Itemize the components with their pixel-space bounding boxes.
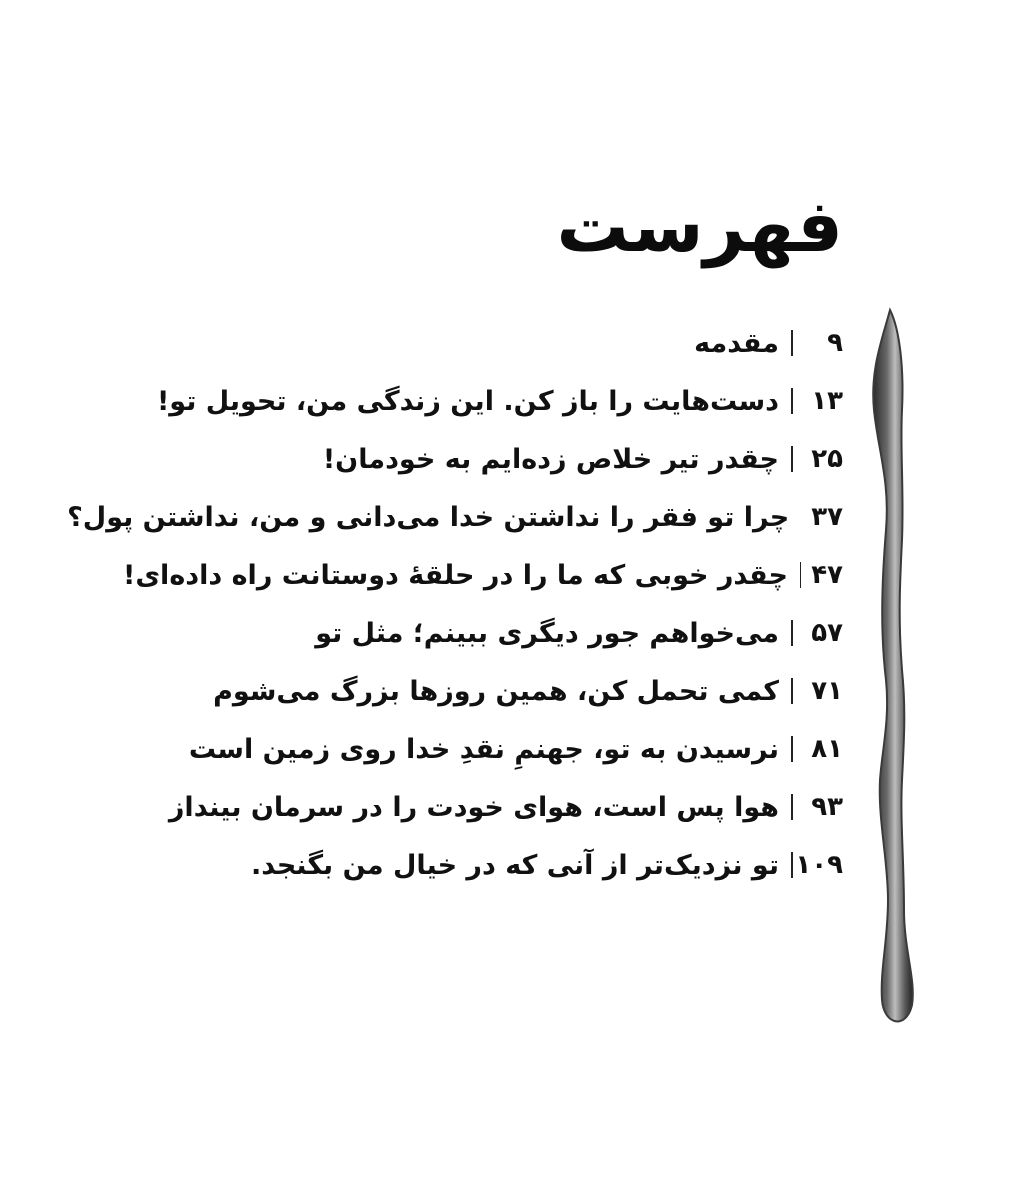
- toc-entry[interactable]: [123, 604, 843, 662]
- toc-page-number: ۸۱: [811, 734, 843, 764]
- toc-page-number: ۴۷: [811, 560, 843, 590]
- toc-title: چقدر تیر خلاص زده‌ایم به خودمان!: [322, 443, 779, 475]
- toc-title: چرا تو فقر را نداشتن خدا می‌دانی و من، نداشتن پول؟: [67, 501, 790, 533]
- toc-separator: [791, 794, 793, 820]
- toc-title: می‌خواهم جور دیگری ببینم؛ مثل تو: [315, 617, 779, 649]
- toc-page-number: ۹: [827, 328, 843, 358]
- toc-entry[interactable]: [123, 314, 843, 372]
- toc-entry[interactable]: [123, 372, 843, 430]
- toc-page-number: ۷۱: [811, 676, 843, 706]
- toc-entry[interactable]: [123, 720, 843, 778]
- toc-title: هوا پس است، هوای خودت را در سرمان بینداز: [168, 791, 779, 823]
- toc-entry[interactable]: [67, 488, 843, 546]
- toc-page-number: ۵۷: [811, 618, 843, 648]
- toc-page-number: ۳۷: [811, 502, 843, 532]
- toc-separator: [791, 678, 793, 704]
- table-of-contents: [67, 314, 843, 894]
- toc-entry[interactable]: [123, 662, 843, 720]
- toc-entry[interactable]: [123, 836, 843, 894]
- brush-stroke-shape: [873, 310, 913, 1021]
- toc-separator: [800, 562, 801, 588]
- toc-page-number: ۱۰۹: [795, 850, 843, 880]
- toc-entry[interactable]: [123, 430, 843, 488]
- toc-separator: [791, 852, 793, 878]
- toc-page-number: ۹۳: [811, 792, 843, 822]
- toc-title: چقدر خوبی که ما را در حلقهٔ دوستانت راه داده‌ای!: [123, 559, 788, 591]
- toc-entry[interactable]: [123, 546, 843, 604]
- toc-separator: [791, 388, 793, 414]
- toc-page-number: ۱۳: [811, 386, 843, 416]
- toc-title: تو نزدیک‌تر از آنی که در خیال من بگنجد.: [251, 849, 779, 881]
- toc-separator: [791, 620, 793, 646]
- toc-title: نرسیدن به تو، جهنمِ نقدِ خدا روی زمین است: [188, 733, 779, 765]
- toc-title: دست‌هایت را باز کن. این زندگی من، تحویل تو!: [156, 385, 779, 417]
- toc-separator: [791, 330, 793, 356]
- toc-page-number: ۲۵: [811, 444, 843, 474]
- page-title: فهرست: [556, 184, 843, 268]
- toc-entry[interactable]: [123, 778, 843, 836]
- toc-separator: [791, 446, 793, 472]
- toc-title: مقدمه: [694, 327, 779, 359]
- toc-title: کمی تحمل کن، همین روزها بزرگ می‌شوم: [213, 675, 779, 707]
- brush-stroke-icon: [860, 300, 930, 1030]
- toc-separator: [791, 736, 793, 762]
